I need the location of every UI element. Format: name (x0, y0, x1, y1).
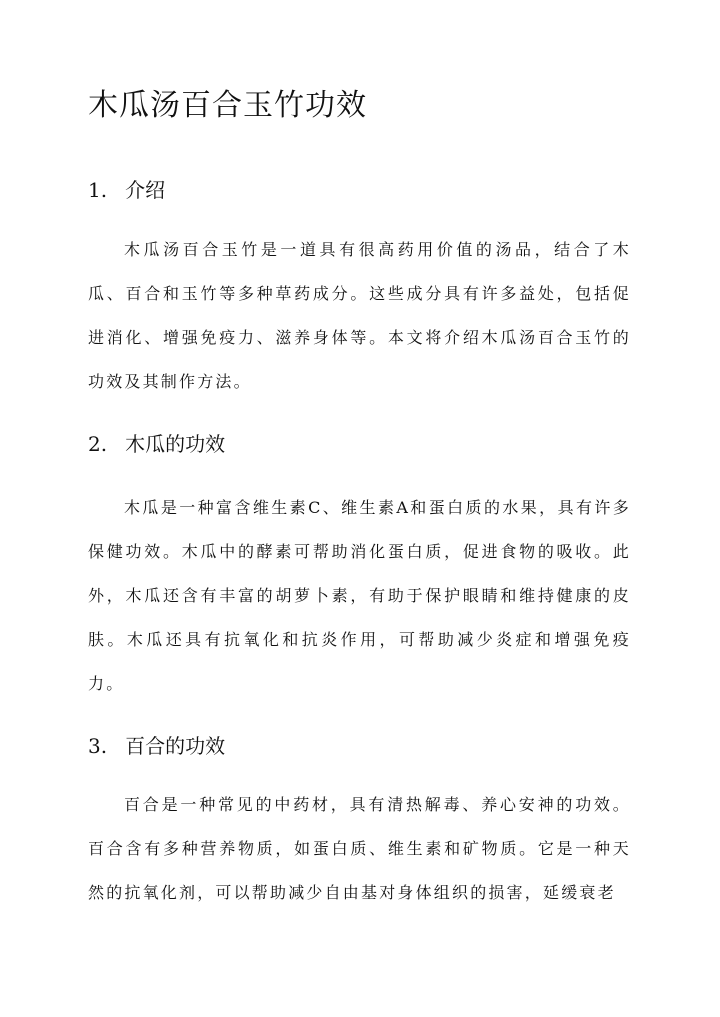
section-heading-lily-benefits (88, 732, 225, 760)
section-heading-introduction (88, 176, 165, 204)
section-heading-papaya-benefits (88, 430, 225, 458)
section-title: 木瓜的功效 (125, 432, 226, 456)
section-paragraph-papaya-benefits: 木瓜是一种富含维生素C、维生素A和蛋白质的水果，具有许多保健功效。木瓜中的酵素可帮助消化蛋白质，促进食物的吸收。此外，木瓜还含有丰富的胡萝卜素，有助于保护眼睛和维持健康的皮肤。木瓜还具有抗氧化和抗炎作用，可帮助减少炎症和增强免疫力。 (88, 498, 631, 693)
section-number: 3. (88, 734, 108, 758)
section-paragraph-introduction: 木瓜汤百合玉竹是一道具有很高药用价值的汤品，结合了木瓜、百合和玉竹等多种草药成分。这些成分具有许多益处，包括促进消化、增强免疫力、滋养身体等。本文将介绍木瓜汤百合玉竹的功效及其制作方法。 (88, 240, 631, 391)
section-title: 介绍 (125, 178, 166, 202)
section-number: 2. (88, 432, 108, 456)
section-title: 百合的功效 (125, 734, 226, 758)
document-title: 木瓜汤百合玉竹功效 (88, 88, 367, 123)
section-paragraph-lily-benefits: 百合是一种常见的中药材，具有清热解毒、养心安神的功效。百合含有多种营养物质，如蛋白质、维生素和矿物质。它是一种天然的抗氧化剂，可以帮助减少自由基对身体组织的损害，延缓衰老 (88, 795, 631, 902)
section-number: 1. (88, 178, 108, 202)
